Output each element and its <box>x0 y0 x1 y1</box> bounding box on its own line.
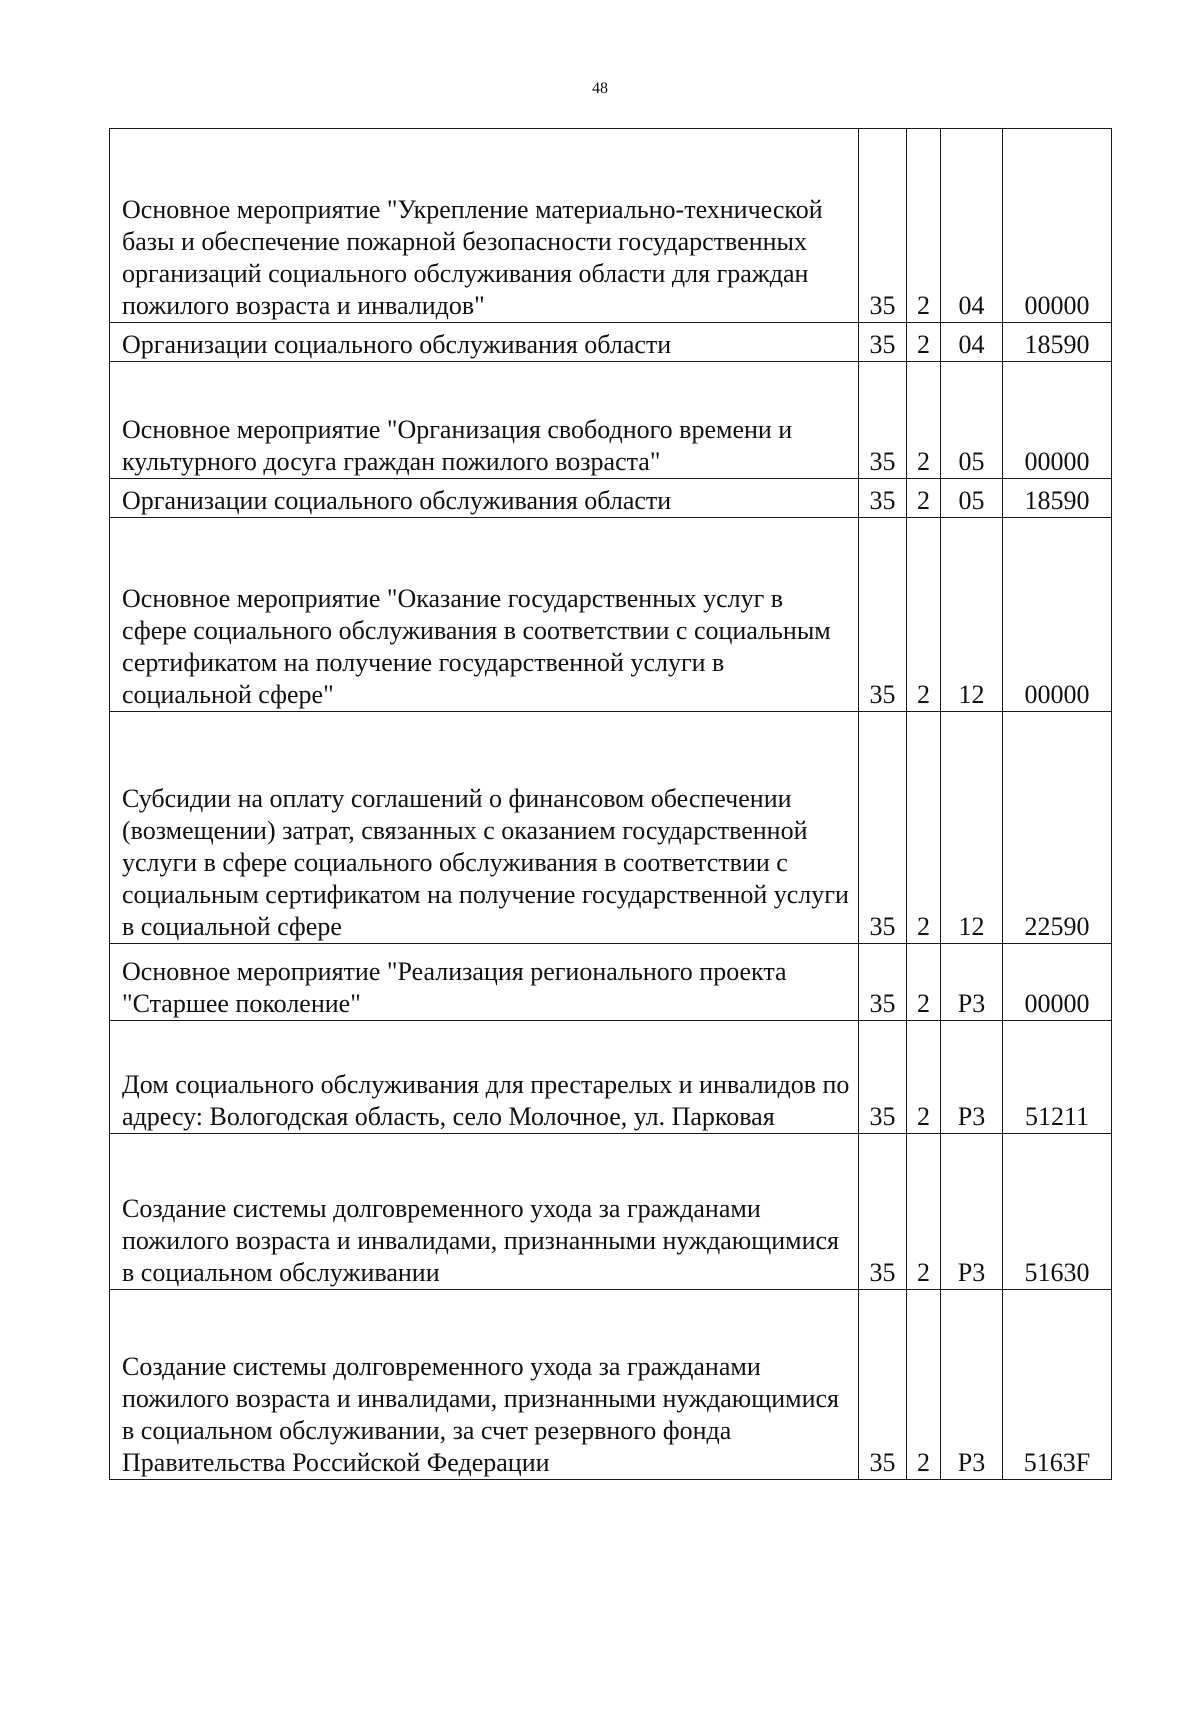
row-code-2: 2 <box>907 1134 941 1290</box>
table-row <box>110 518 1112 712</box>
row-code-1: 35 <box>859 479 907 518</box>
row-code-4: 5163F <box>1003 1290 1112 1480</box>
table-row <box>110 1290 1112 1480</box>
row-name: Основное мероприятие "Оказание государственных услуг в сфере социального обслуживания в соответствии с социальным сертификатом на получение государственной услуги в социальной сфере" <box>110 518 859 712</box>
table-row <box>110 323 1112 362</box>
row-name: Создание системы долговременного ухода за гражданами пожилого возраста и инвалидами, признанными нуждающимися в социальном обслуживании, за счет резервного фонда Правительства Российской Федерации <box>110 1290 859 1480</box>
table-row <box>110 712 1112 944</box>
row-code-1: 35 <box>859 1021 907 1134</box>
row-code-2: 2 <box>907 944 941 1021</box>
row-code-3: P3 <box>941 1134 1003 1290</box>
row-code-1: 35 <box>859 944 907 1021</box>
row-code-2: 2 <box>907 1021 941 1134</box>
row-code-2: 2 <box>907 712 941 944</box>
row-code-3: 04 <box>941 129 1003 323</box>
row-code-3: P3 <box>941 944 1003 1021</box>
row-name: Организации социального обслуживания области <box>110 479 859 518</box>
row-code-4: 22590 <box>1003 712 1112 944</box>
row-name: Основное мероприятие "Организация свободного времени и культурного досуга граждан пожилого возраста" <box>110 362 859 479</box>
table-row <box>110 1021 1112 1134</box>
row-name: Основное мероприятие "Укрепление материально-технической базы и обеспечение пожарной безопасности государственных организаций социального обслуживания области для граждан пожилого возраста и инвалидов" <box>110 129 859 323</box>
row-code-3: 05 <box>941 479 1003 518</box>
row-code-2: 2 <box>907 323 941 362</box>
row-code-4: 00000 <box>1003 362 1112 479</box>
row-code-4: 51211 <box>1003 1021 1112 1134</box>
row-name: Субсидии на оплату соглашений о финансовом обеспечении (возмещении) затрат, связанных с оказанием государственной услуги в сфере социального обслуживания в соответствии с социальным сертификатом на получение государственной услуги в социальной сфере <box>110 712 859 944</box>
row-code-3: P3 <box>941 1021 1003 1134</box>
row-code-1: 35 <box>859 129 907 323</box>
row-code-2: 2 <box>907 479 941 518</box>
row-code-4: 51630 <box>1003 1134 1112 1290</box>
row-name: Организации социального обслуживания области <box>110 323 859 362</box>
row-name: Создание системы долговременного ухода за гражданами пожилого возраста и инвалидами, признанными нуждающимися в социальном обслуживании <box>110 1134 859 1290</box>
row-code-1: 35 <box>859 1134 907 1290</box>
row-code-2: 2 <box>907 129 941 323</box>
row-code-1: 35 <box>859 518 907 712</box>
table-row <box>110 1134 1112 1290</box>
budget-classification-table <box>109 128 1112 1480</box>
row-code-2: 2 <box>907 362 941 479</box>
page-number: 48 <box>592 80 608 97</box>
row-code-3: P3 <box>941 1290 1003 1480</box>
row-code-4: 18590 <box>1003 323 1112 362</box>
row-code-1: 35 <box>859 362 907 479</box>
row-code-4: 00000 <box>1003 944 1112 1021</box>
row-code-2: 2 <box>907 518 941 712</box>
table-row <box>110 362 1112 479</box>
row-code-1: 35 <box>859 712 907 944</box>
row-code-3: 12 <box>941 518 1003 712</box>
row-name: Основное мероприятие "Реализация регионального проекта "Старшее поколение" <box>110 944 859 1021</box>
row-name: Дом социального обслуживания для престарелых и инвалидов по адресу: Вологодская область, село Молочное, ул. Парковая <box>110 1021 859 1134</box>
table-row <box>110 479 1112 518</box>
row-code-2: 2 <box>907 1290 941 1480</box>
row-code-3: 12 <box>941 712 1003 944</box>
row-code-4: 00000 <box>1003 518 1112 712</box>
row-code-1: 35 <box>859 1290 907 1480</box>
row-code-1: 35 <box>859 323 907 362</box>
table-row <box>110 944 1112 1021</box>
table-row <box>110 129 1112 323</box>
row-code-3: 05 <box>941 362 1003 479</box>
row-code-3: 04 <box>941 323 1003 362</box>
row-code-4: 18590 <box>1003 479 1112 518</box>
row-code-4: 00000 <box>1003 129 1112 323</box>
